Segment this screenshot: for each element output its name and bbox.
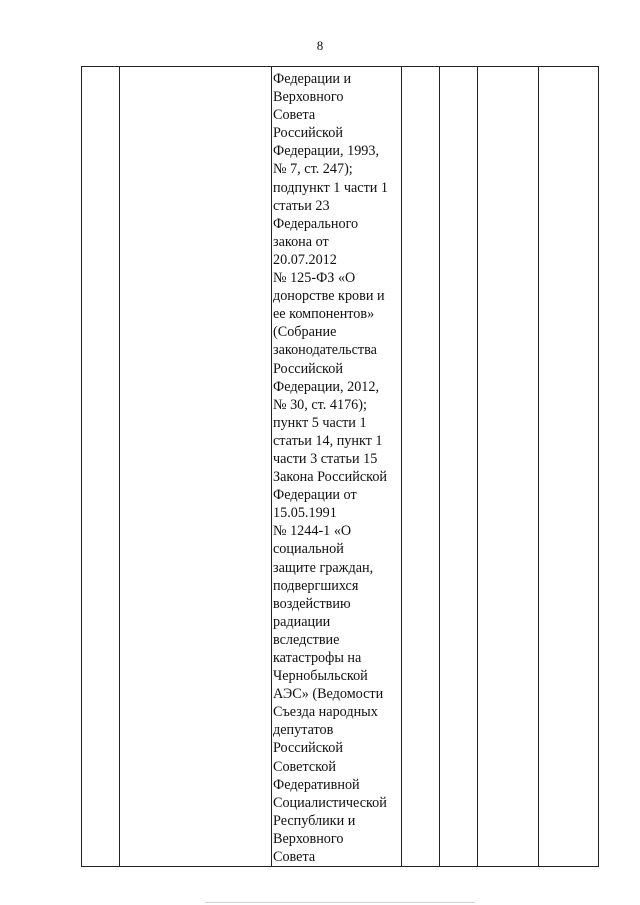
text-line: Федеративной — [273, 776, 360, 793]
legal-basis-text — [273, 70, 401, 866]
text-line: подпункт 1 части 1 — [273, 179, 389, 196]
text-line: № 125-ФЗ «О — [273, 270, 356, 287]
text-line: № 1244-1 «О — [273, 523, 352, 540]
text-line: пункт 5 части 1 — [273, 414, 367, 431]
text-line: социальной — [273, 541, 344, 558]
text-line: Совета — [273, 849, 316, 866]
table-cell-empty-7 — [539, 67, 599, 867]
text-line: законодательства — [273, 342, 377, 359]
text-line: вследствие — [273, 631, 340, 648]
scan-artifact-line — [205, 902, 475, 903]
text-line: Федерации и — [273, 71, 352, 87]
text-line: катастрофы на — [273, 650, 362, 666]
text-line: Верховного — [273, 830, 344, 847]
text-line: Закона Российской — [273, 469, 388, 486]
text-line: статьи 23 — [273, 197, 330, 214]
text-line: АЭС» (Ведомости — [273, 686, 384, 703]
document-table — [81, 66, 599, 867]
text-line: Верховного — [273, 89, 344, 106]
table-row — [82, 67, 599, 867]
table-cell-empty-5 — [440, 67, 478, 867]
text-line: Федерации, 2012, — [273, 378, 380, 395]
text-line: Социалистической — [273, 794, 387, 811]
text-line: № 7, ст. 247); — [273, 161, 353, 178]
text-line: Федерального — [273, 215, 359, 232]
text-line: донорстве крови и — [273, 288, 385, 305]
text-line: Российской — [273, 125, 343, 142]
text-line: 15.05.1991 — [273, 505, 337, 522]
text-line: подвергшихся — [273, 577, 359, 594]
text-line: (Собрание — [273, 324, 337, 341]
text-line: Российской — [273, 740, 343, 757]
text-line: Федерации, 1993, — [273, 143, 380, 160]
text-line: № 30, ст. 4176); — [273, 396, 367, 413]
text-line: Республики и — [273, 812, 356, 829]
text-line: защите граждан, — [273, 559, 374, 576]
text-line: части 3 статьи 15 — [273, 450, 378, 467]
text-line: Федерации от — [273, 487, 357, 504]
text-line: 20.07.2012 — [273, 251, 337, 268]
page-number: 8 — [316, 38, 324, 53]
text-line: Съезда народных — [273, 704, 378, 721]
text-line: Совета — [273, 107, 316, 124]
table-cell-empty-6 — [478, 67, 539, 867]
text-line: статьи 14, пункт 1 — [273, 432, 383, 449]
text-line: закона от — [273, 233, 329, 250]
text-line: воздействию — [273, 595, 351, 612]
text-line: радиации — [273, 613, 331, 630]
text-line: депутатов — [273, 722, 334, 739]
text-line: ее компонентов» — [273, 306, 375, 323]
text-line: Российской — [273, 360, 343, 377]
table-cell-empty-2 — [120, 67, 272, 867]
text-line: Советской — [273, 758, 336, 775]
table-cell-legal-basis — [272, 67, 402, 867]
text-line: Чернобыльской — [273, 668, 368, 685]
table-cell-empty-4 — [402, 67, 440, 867]
table-cell-empty-1 — [82, 67, 120, 867]
